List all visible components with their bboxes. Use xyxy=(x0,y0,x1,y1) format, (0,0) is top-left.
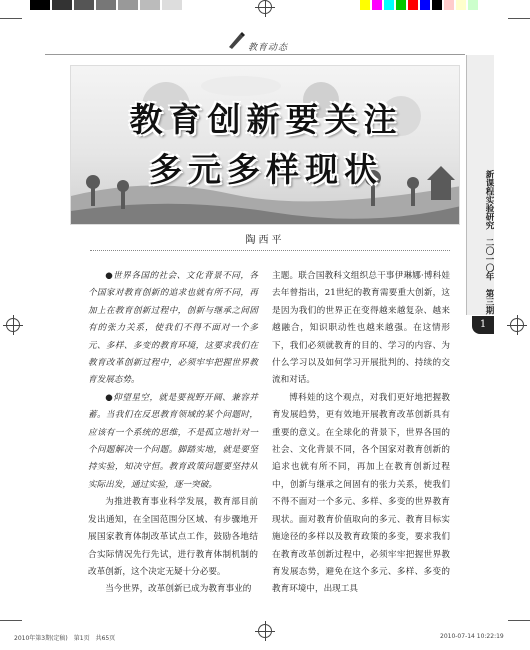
body-paragraph: 为推进教育事业科学发展，教育部目前发出通知，在全国范围分区域、有步骤地开展国家教育体制改革试点工作，鼓励各地结合实际情况先行先试，进行教育体制机制的改革创新，这个决定无疑十分必要。 xyxy=(88,497,258,577)
author-name: 陶西平 xyxy=(245,235,285,246)
section-label: 教育动态 xyxy=(248,43,289,53)
header-rule xyxy=(45,54,465,55)
right-text-column xyxy=(272,268,450,599)
dotted-divider xyxy=(90,250,450,251)
color-swatch xyxy=(396,0,406,10)
crop-mark xyxy=(0,18,22,19)
pen-nib-icon xyxy=(226,30,246,50)
color-swatch xyxy=(384,0,394,10)
color-swatch xyxy=(162,0,182,10)
article-title-line-2: 多元多样现状 xyxy=(149,150,383,189)
body-paragraph: 主题。联合国教科文组织总干事伊琳娜·博科娃去年曾指出，21世纪的教育需要重大创新，这是因为我们的世界正在变得越来越复杂、越来越融合，知识职动性也越来越强。在这情形下，我们必须就教育的目的、学习的内容、为什么学习以及如何学习开展批判的、持续的交流和对话。 xyxy=(272,271,450,386)
page-number: 1 xyxy=(472,316,494,334)
left-text-column xyxy=(88,268,258,599)
color-swatch xyxy=(52,0,72,10)
summary-paragraph: ●世界各国的社会、文化背景不同，各个国家对教育创新的追求也就有所不同，再加上在教育创新过程中，创新与继承之间固有的张力关系，使我们不得不面对一个多元、多样、多变的教育环境，这要求我们在教育改革创新过程中，必须牢牢把握世界教育发展态势。 xyxy=(88,271,258,386)
article-banner xyxy=(70,65,460,225)
color-swatch xyxy=(456,0,466,10)
color-swatch xyxy=(140,0,160,10)
journal-side-title: 新课程实验研究 二〇一〇年 第三期 xyxy=(484,170,494,315)
color-swatch xyxy=(372,0,382,10)
crop-mark xyxy=(508,18,530,19)
registration-mark-icon xyxy=(258,624,272,638)
color-swatch xyxy=(468,0,478,10)
body-paragraph: 当今世界，改革创新已成为教育事业的 xyxy=(105,584,252,595)
color-swatch xyxy=(420,0,430,10)
article-title-line-1: 教育创新要关注 xyxy=(129,100,403,139)
registration-mark-icon xyxy=(258,0,272,14)
color-swatch xyxy=(118,0,138,10)
summary-paragraph: ●仰望星空，就是要视野开阔、兼容并蓄。当我们在反思教育领域的某个问题时，应该有一个系统的思维，不是孤立地针对一个问题解决一个问题。脚踏实地，就是要坚持实验，知决守恒。教育政策问题要坚持从实际出发，通过实验，逐一突破。 xyxy=(88,392,258,490)
color-swatch xyxy=(408,0,418,10)
crop-mark xyxy=(0,620,22,621)
print-footer-right: 2010-07-14 10:22:19 xyxy=(440,633,504,640)
print-footer-left: 2010年第3期(定稿) 第1页 共65页 xyxy=(14,635,116,642)
color-swatch xyxy=(432,0,442,10)
registration-mark-icon xyxy=(6,318,20,332)
crop-mark xyxy=(508,620,530,621)
registration-mark-icon xyxy=(510,318,524,332)
color-swatch xyxy=(444,0,454,10)
color-swatch xyxy=(360,0,370,10)
color-swatch xyxy=(96,0,116,10)
color-swatch xyxy=(74,0,94,10)
body-paragraph: 博科娃的这个观点，对我们更好地把握教育发展趋势，更有效地开展教育改革创新具有重要的意义。在全球化的背景下，世界各国的社会、文化背景不同，各个国家对教育创新的追求也就有所不同，再加上在教育创新过程中，创新与继承之间固有的张力关系，使我们不得不面对一个多元、多样、多变的世界教育现状。面对教育价值取向的多元、教育目标实施途径的多样以及教育政策的多变，要求我们在教育改革创新过程中，必须牢牢把握世界教育发展态势，避免在这个多元、多样、多变的教育环境中，出现工具 xyxy=(272,392,450,595)
color-swatch xyxy=(30,0,50,10)
